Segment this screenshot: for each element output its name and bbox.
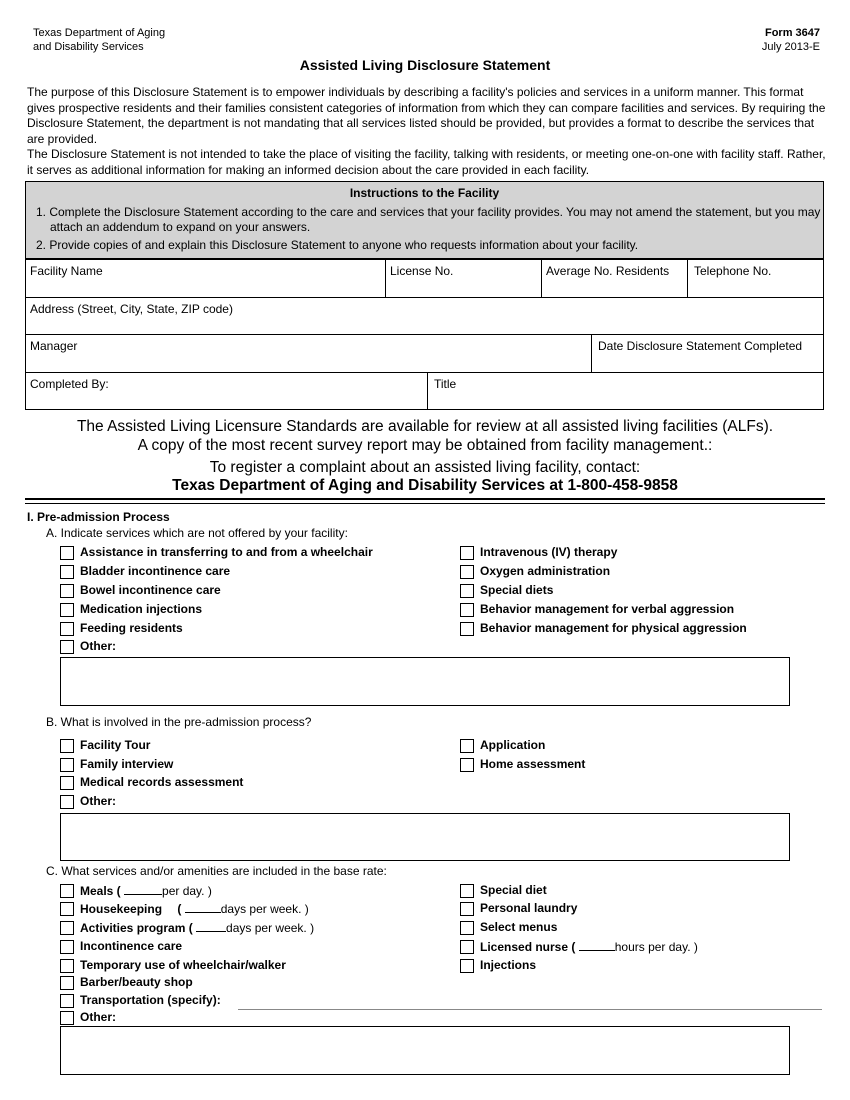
meals-per-day-blank[interactable] bbox=[124, 883, 162, 895]
checkbox-verbal-aggression[interactable] bbox=[460, 603, 474, 617]
facility-name-field[interactable] bbox=[26, 260, 386, 297]
label-incontinence-care: Incontinence care bbox=[80, 939, 183, 953]
other-c-textbox[interactable] bbox=[60, 1026, 790, 1075]
licensed-nurse-text: Licensed nurse ( bbox=[480, 940, 576, 954]
license-no-field[interactable] bbox=[386, 260, 542, 297]
completed-by-field[interactable] bbox=[26, 373, 428, 410]
checkbox-medication-injections[interactable] bbox=[60, 603, 74, 617]
section-1-title: I. Pre-admission Process bbox=[27, 510, 170, 524]
checkbox-oxygen[interactable] bbox=[460, 565, 474, 579]
instruction-item-2: 2. Provide copies of and explain this Disclosure Statement to anyone who requests information about your facility. bbox=[36, 238, 639, 252]
checkbox-medical-records[interactable] bbox=[60, 776, 74, 790]
label-iv-therapy: Intravenous (IV) therapy bbox=[480, 545, 618, 559]
facility-name-label: Facility Name bbox=[30, 264, 103, 278]
label-special-diet: Special diet bbox=[480, 883, 547, 897]
activities-days-blank[interactable] bbox=[196, 920, 226, 932]
label-meals bbox=[80, 883, 212, 898]
checkbox-iv-therapy[interactable] bbox=[460, 546, 474, 560]
checkbox-licensed-nurse[interactable] bbox=[460, 940, 474, 954]
label-bowel-incontinence: Bowel incontinence care bbox=[80, 583, 221, 597]
checkbox-bladder-incontinence[interactable] bbox=[60, 565, 74, 579]
label-other-c: Other: bbox=[80, 1010, 116, 1024]
document-title: Assisted Living Disclosure Statement bbox=[299, 57, 551, 73]
license-no-label: License No. bbox=[390, 264, 454, 278]
checkbox-select-menus[interactable] bbox=[460, 921, 474, 935]
checkbox-other-b[interactable] bbox=[60, 795, 74, 809]
label-barber: Barber/beauty shop bbox=[80, 975, 193, 989]
section-divider-thin bbox=[25, 503, 825, 504]
checkbox-incontinence-care[interactable] bbox=[60, 940, 74, 954]
label-feeding-residents: Feeding residents bbox=[80, 621, 183, 635]
checkbox-bowel-incontinence[interactable] bbox=[60, 584, 74, 598]
notice-line-1: The Assisted Living Licensure Standards are available for review at all assisted living facilities (ALFs). bbox=[76, 418, 774, 435]
housekeeping-open-paren: ( bbox=[177, 902, 182, 916]
label-other-b: Other: bbox=[80, 794, 116, 808]
question-a: A. Indicate services which are not offered by your facility: bbox=[46, 526, 348, 540]
intro-paragraph-1: The purpose of this Disclosure Statement is to empower individuals by describing a facility's policies and services in a uniform manner. This format gives prospective residents and their families consistent categories of information from which they can compare facilities and services. By requiring the Disclosure Statement, the department is not mandating that all services listed should be provided, but provides a format to describe the services that are provided. bbox=[27, 85, 826, 146]
meals-text: Meals ( bbox=[80, 884, 121, 898]
label-activities bbox=[80, 920, 314, 935]
checkbox-housekeeping[interactable] bbox=[60, 902, 74, 916]
label-physical-aggression: Behavior management for physical aggression bbox=[480, 621, 747, 635]
date-completed-label: Date Disclosure Statement Completed bbox=[598, 339, 803, 353]
checkbox-other-c[interactable] bbox=[60, 1011, 74, 1025]
agency-name bbox=[33, 26, 165, 54]
agency-line-2: and Disability Services bbox=[33, 41, 144, 53]
avg-residents-field[interactable] bbox=[542, 260, 688, 297]
label-facility-tour: Facility Tour bbox=[80, 738, 151, 752]
label-oxygen: Oxygen administration bbox=[480, 564, 611, 578]
facility-info-grid bbox=[25, 259, 824, 410]
label-verbal-aggression: Behavior management for verbal aggression bbox=[480, 602, 735, 616]
checkbox-application[interactable] bbox=[460, 739, 474, 753]
avg-residents-label: Average No. Residents bbox=[546, 264, 670, 278]
checkbox-family-interview[interactable] bbox=[60, 758, 74, 772]
label-family-interview: Family interview bbox=[80, 757, 174, 771]
intro-text bbox=[27, 85, 827, 178]
intro-paragraph-2: The Disclosure Statement is not intended to take the place of visiting the facility, talking with residents, or meeting one-on-one with facility staff. Rather, it serves as additional information for making an informed decision about the care provided in each facility. bbox=[27, 147, 826, 177]
checkbox-meals[interactable] bbox=[60, 884, 74, 898]
checkbox-facility-tour[interactable] bbox=[60, 739, 74, 753]
telephone-field[interactable] bbox=[688, 260, 823, 297]
label-application: Application bbox=[480, 738, 546, 752]
activities-text: Activities program ( bbox=[80, 921, 193, 935]
transportation-specify-line[interactable] bbox=[238, 1009, 822, 1010]
checkbox-temp-wheelchair[interactable] bbox=[60, 959, 74, 973]
form-number: Form 3647 bbox=[764, 27, 820, 39]
grid-row-4 bbox=[26, 372, 823, 410]
question-b: B. What is involved in the pre-admission process? bbox=[46, 715, 312, 729]
completed-by-label: Completed By: bbox=[30, 376, 109, 391]
grid-row-3 bbox=[26, 334, 823, 372]
label-bladder-incontinence: Bladder incontinence care bbox=[80, 564, 231, 578]
checkbox-wheelchair-transfer[interactable] bbox=[60, 546, 74, 560]
label-personal-laundry: Personal laundry bbox=[480, 901, 578, 915]
label-temp-wheelchair: Temporary use of wheelchair/walker bbox=[80, 958, 286, 972]
title-label: Title bbox=[434, 376, 457, 391]
checkbox-special-diets[interactable] bbox=[460, 584, 474, 598]
manager-field[interactable] bbox=[26, 335, 592, 372]
licensure-notice bbox=[0, 417, 850, 455]
label-injections: Injections bbox=[480, 958, 537, 972]
form-id bbox=[762, 26, 820, 54]
other-a-textbox[interactable] bbox=[60, 657, 790, 706]
checkbox-transportation[interactable] bbox=[60, 994, 74, 1008]
grid-row-1 bbox=[26, 259, 823, 297]
checkbox-special-diet[interactable] bbox=[460, 884, 474, 898]
label-select-menus: Select menus bbox=[480, 920, 558, 934]
notice-line-2: A copy of the most recent survey report may be obtained from facility management.: bbox=[137, 437, 713, 454]
grid-row-2 bbox=[26, 297, 823, 335]
address-field[interactable] bbox=[26, 298, 823, 335]
activities-suffix: days per week. ) bbox=[226, 921, 315, 935]
licensed-nurse-suffix: hours per day. ) bbox=[614, 940, 698, 954]
checkbox-feeding-residents[interactable] bbox=[60, 622, 74, 636]
housekeeping-days-blank[interactable] bbox=[185, 901, 221, 913]
checkbox-physical-aggression[interactable] bbox=[460, 622, 474, 636]
notice-line-4: Texas Department of Aging and Disability Services at 1-800-458-9858 bbox=[172, 477, 678, 494]
label-housekeeping bbox=[80, 901, 309, 916]
checkbox-activities[interactable] bbox=[60, 921, 74, 935]
checkbox-personal-laundry[interactable] bbox=[460, 902, 474, 916]
instruction-item-1: 1. Complete the Disclosure Statement according to the care and services that your facility provides. You may not amend the statement, but you may attach an addendum to expand on your answers. bbox=[36, 205, 821, 234]
notice-line-3: To register a complaint about an assisted living facility, contact: bbox=[209, 459, 641, 476]
agency-line-1: Texas Department of Aging bbox=[33, 27, 166, 39]
instructions-title: Instructions to the Facility bbox=[349, 186, 500, 200]
nurse-hours-blank[interactable] bbox=[579, 939, 615, 951]
housekeeping-suffix: days per week. ) bbox=[220, 902, 309, 916]
checkbox-other-a[interactable] bbox=[60, 640, 74, 654]
label-licensed-nurse bbox=[480, 939, 698, 954]
label-wheelchair-transfer: Assistance in transferring to and from a wheelchair bbox=[80, 545, 373, 559]
instructions-box bbox=[25, 181, 824, 259]
housekeeping-text: Housekeeping bbox=[80, 902, 163, 916]
section-divider-thick bbox=[25, 498, 825, 500]
date-completed-field[interactable] bbox=[592, 335, 823, 372]
manager-label: Manager bbox=[30, 339, 78, 353]
form-date: July 2013-E bbox=[761, 41, 820, 53]
question-c: C. What services and/or amenities are included in the base rate: bbox=[46, 864, 387, 878]
checkbox-home-assessment[interactable] bbox=[460, 758, 474, 772]
other-b-textbox[interactable] bbox=[60, 813, 790, 861]
checkbox-barber[interactable] bbox=[60, 976, 74, 990]
label-special-diets: Special diets bbox=[480, 583, 554, 597]
checkbox-injections[interactable] bbox=[460, 959, 474, 973]
label-other-a: Other: bbox=[80, 639, 116, 653]
title-field[interactable] bbox=[428, 373, 823, 410]
label-medical-records: Medical records assessment bbox=[80, 775, 244, 789]
label-transportation: Transportation (specify): bbox=[80, 993, 221, 1007]
label-medication-injections: Medication injections bbox=[80, 602, 203, 616]
address-label: Address (Street, City, State, ZIP code) bbox=[30, 301, 233, 316]
telephone-label: Telephone No. bbox=[694, 264, 772, 278]
meals-suffix: per day. ) bbox=[162, 884, 212, 898]
label-home-assessment: Home assessment bbox=[480, 757, 586, 771]
complaint-notice bbox=[0, 459, 850, 495]
instructions-list bbox=[26, 205, 823, 253]
